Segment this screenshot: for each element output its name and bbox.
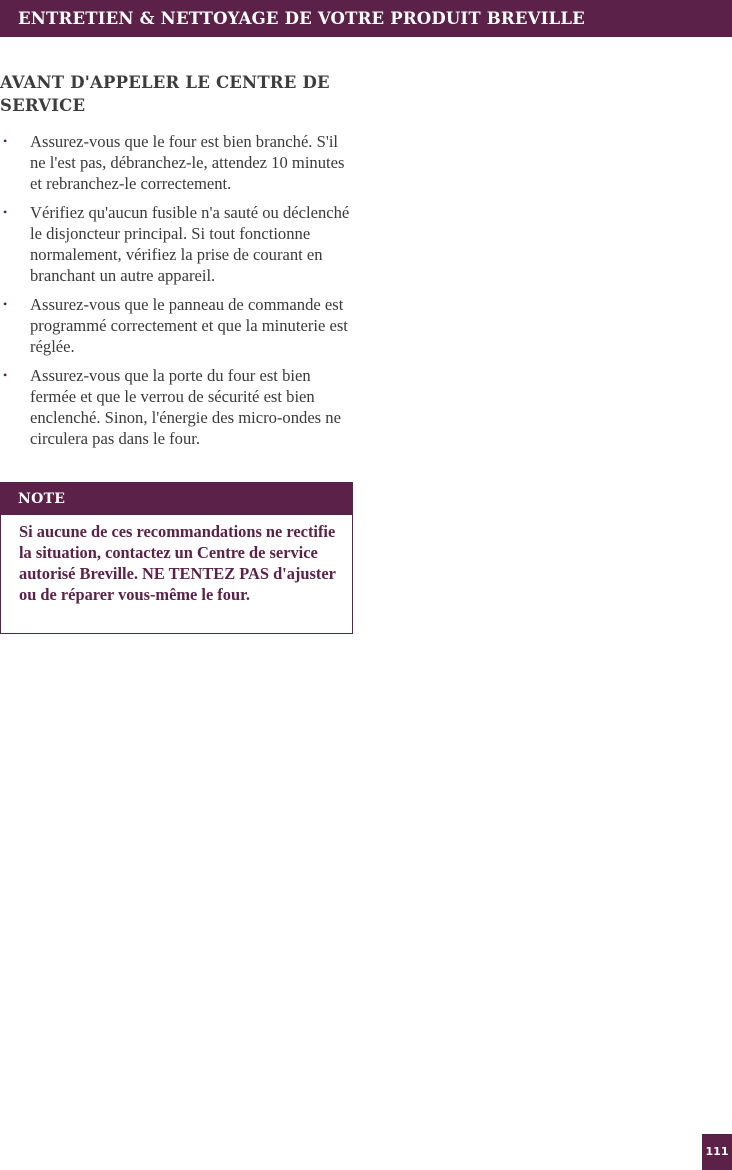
list-item-text: Assurez-vous que le four est bien branché. S'il ne l'est pas, débranchez-le, attendez 10 minutes et rebranchez-le correctement. bbox=[30, 132, 345, 193]
note-text: Si aucune de ces recommandations ne rectifie la situation, contactez un Centre de service autorisé Breville. NE TENTEZ PAS d'ajuster ou de réparer vous-même le four. bbox=[19, 522, 336, 604]
bullet-icon: • bbox=[3, 134, 8, 148]
list-item bbox=[0, 294, 352, 357]
list-item bbox=[0, 202, 352, 286]
list-item-text: Assurez-vous que la porte du four est bien fermée et que le verrou de sécurité est bien enclenché. Sinon, l'énergie des micro-ondes ne circulera pas dans le four. bbox=[30, 366, 341, 448]
page-header bbox=[0, 0, 732, 37]
list-item bbox=[0, 131, 352, 194]
list-item bbox=[0, 365, 352, 449]
section-title: AVANT D'APPELER LE CENTRE DE SERVICE bbox=[0, 73, 330, 115]
list-item-text: Assurez-vous que le panneau de commande est programmé correctement et que la minuterie est réglée. bbox=[30, 295, 348, 356]
note-label: NOTE bbox=[18, 491, 66, 507]
checklist bbox=[0, 131, 352, 457]
bullet-icon: • bbox=[3, 205, 8, 219]
header-title: ENTRETIEN & NETTOYAGE DE VOTRE PRODUIT BREVILLE bbox=[18, 9, 585, 28]
note-header bbox=[1, 483, 352, 515]
note-box bbox=[0, 482, 353, 634]
bullet-icon: • bbox=[3, 368, 8, 382]
list-item-text: Vérifiez qu'aucun fusible n'a sauté ou déclenché le disjoncteur principal. Si tout fonctionne normalement, vérifiez la prise de courant en branchant un autre appareil. bbox=[30, 203, 350, 285]
page-number: 111 bbox=[702, 1134, 732, 1170]
bullet-icon: • bbox=[3, 297, 8, 311]
